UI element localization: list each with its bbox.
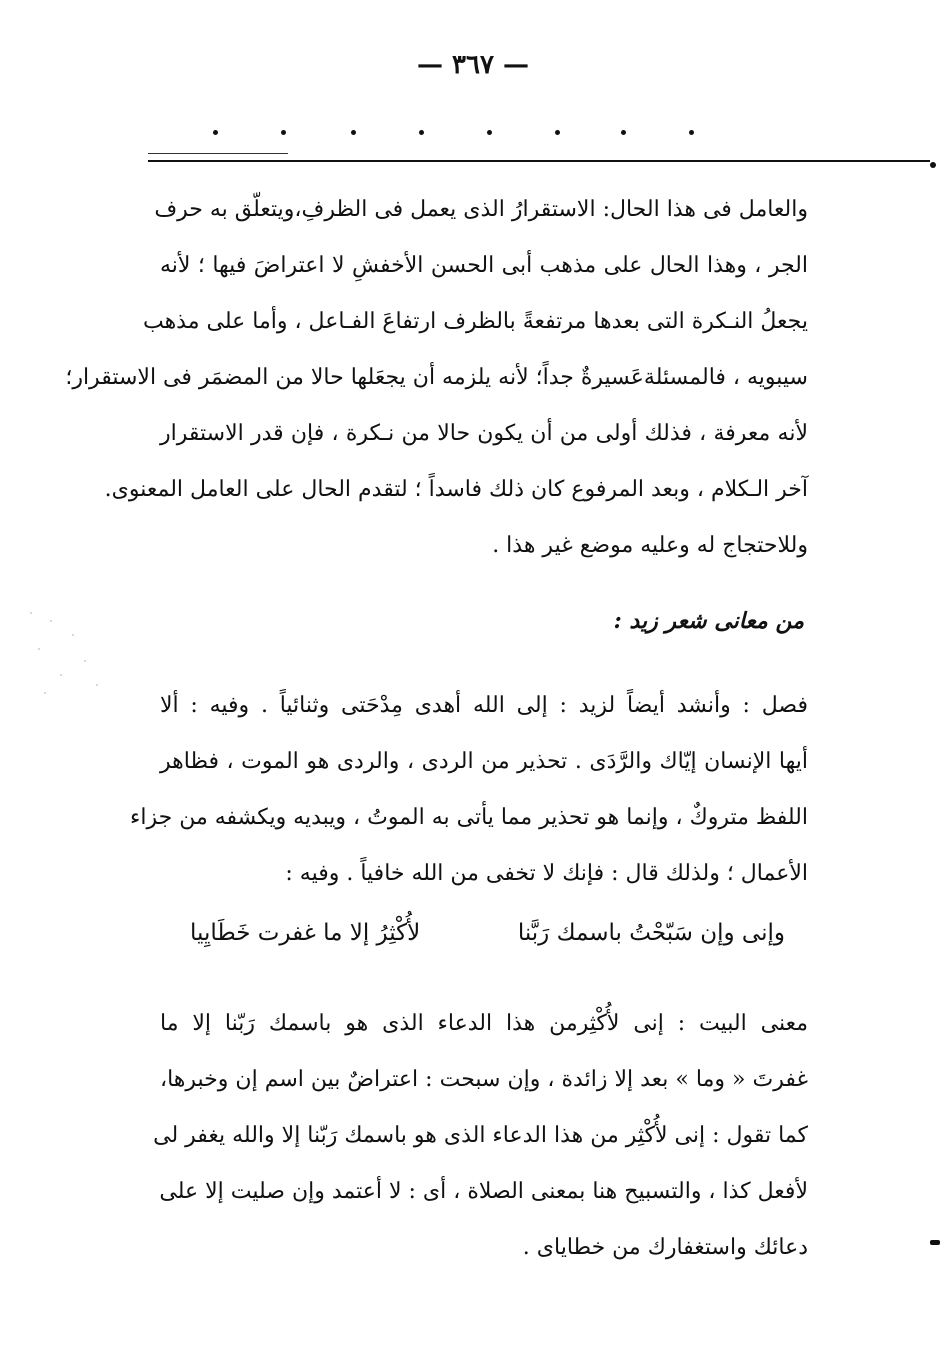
ornament-dot xyxy=(213,130,218,135)
decorative-dot-row xyxy=(205,130,725,140)
text-line: والعامل فى هذا الحال: الاستقرارُ الذى يعمل فى الظرفِ،ويتعلّق به حرف xyxy=(154,197,808,222)
text-line: كما تقول : إنى لأُكْثِر من هذا الدعاء الذى هو باسمك رَبّنا إلا والله يغفر لى xyxy=(153,1123,808,1148)
text-line: لأفعل كذا ، والتسبيح هنا بمعنى الصلاة ، أى : لا أعتمد وإن صليت إلا على xyxy=(159,1179,808,1204)
text-line: الجر ، وهذا الحال على مذهب أبى الحسن الأخفشِ لا اعتراضَ فيها ؛ لأنه xyxy=(160,253,808,278)
text-line: الأعمال ؛ ولذلك قال : فإنك لا تخفى من الله خافياً . وفيه : xyxy=(285,861,808,886)
text-line: أيها الإنسان إيّاك والرَّدَى . تحذير من الردى ، والردى هو الموت ، فظاهر xyxy=(160,749,808,774)
ornament-dot xyxy=(621,130,626,135)
text-line: لأنه معرفة ، فذلك أولى من أن يكون حالا من نـكرة ، فإن قدر الاستقرار xyxy=(160,421,808,446)
verse-first-hemistich: وإنى وإن سَبّحْتُ باسمك رَبَّنا xyxy=(517,920,785,946)
verse-second-hemistich: لأُكْثِرُ إلا ما غفرت خَطَايِيا xyxy=(190,920,421,946)
page-number: — ٣٦٧ — xyxy=(416,50,530,80)
header-rule xyxy=(148,160,930,162)
poetry-verse xyxy=(190,920,785,946)
text-line: دعائك واستغفارك من خطاياى . xyxy=(522,1235,808,1260)
text-line: يجعلُ النـكرة التى بعدها مرتفعةً بالظرف ارتفاعَ الفـاعل ، وأما على مذهب xyxy=(142,309,808,334)
ornament-dot xyxy=(689,130,694,135)
ornament-dot xyxy=(351,130,356,135)
ornament-dot xyxy=(555,130,560,135)
text-line: آخر الـكلام ، وبعد المرفوع كان ذلك فاسداً ؛ لتقدم الحال على العامل المعنوى. xyxy=(104,477,808,502)
ornament-dot xyxy=(419,130,424,135)
ornament-dot xyxy=(281,130,286,135)
margin-mark xyxy=(930,162,936,168)
text-line: غفرتَ « وما » بعد إلا زائدة ، وإن سبحت : اعتراضٌ بين اسم إن وخبرها، xyxy=(160,1067,808,1092)
paragraph-verse-meaning xyxy=(153,996,808,1276)
margin-mark xyxy=(930,1240,940,1245)
text-line: فصل : وأنشد أيضاً لزيد : إلى الله أهدى مِدْحَتى وثنائياً . وفيه : ألا xyxy=(160,693,808,718)
paragraph-zaid-poetry xyxy=(130,678,808,902)
paragraph-grammar-note xyxy=(65,182,808,574)
text-line: سيبويه ، فالمسئلةعَسيرةٌ جداً؛ لأنه يلزمه أن يجعَلها حالا من المضمَر فى الاستقرار؛ xyxy=(65,365,808,390)
text-line: معنى البيت : إنى لأُكْثِرمن هذا الدعاء الذى هو باسمك رَبّنا إلا ما xyxy=(160,1011,808,1036)
text-line: اللفظ متروكٌ ، وإنما هو تحذير مما يأتى به الموتُ ، ويبديه ويكشفه من جزاء xyxy=(130,805,808,830)
header-rule-short xyxy=(148,153,288,154)
text-line: وللاحتجاج له وعليه موضع غير هذا . xyxy=(492,533,808,558)
scan-noise xyxy=(20,600,110,710)
ornament-dot xyxy=(487,130,492,135)
section-heading: من معانى شعر زيد : xyxy=(613,608,804,634)
